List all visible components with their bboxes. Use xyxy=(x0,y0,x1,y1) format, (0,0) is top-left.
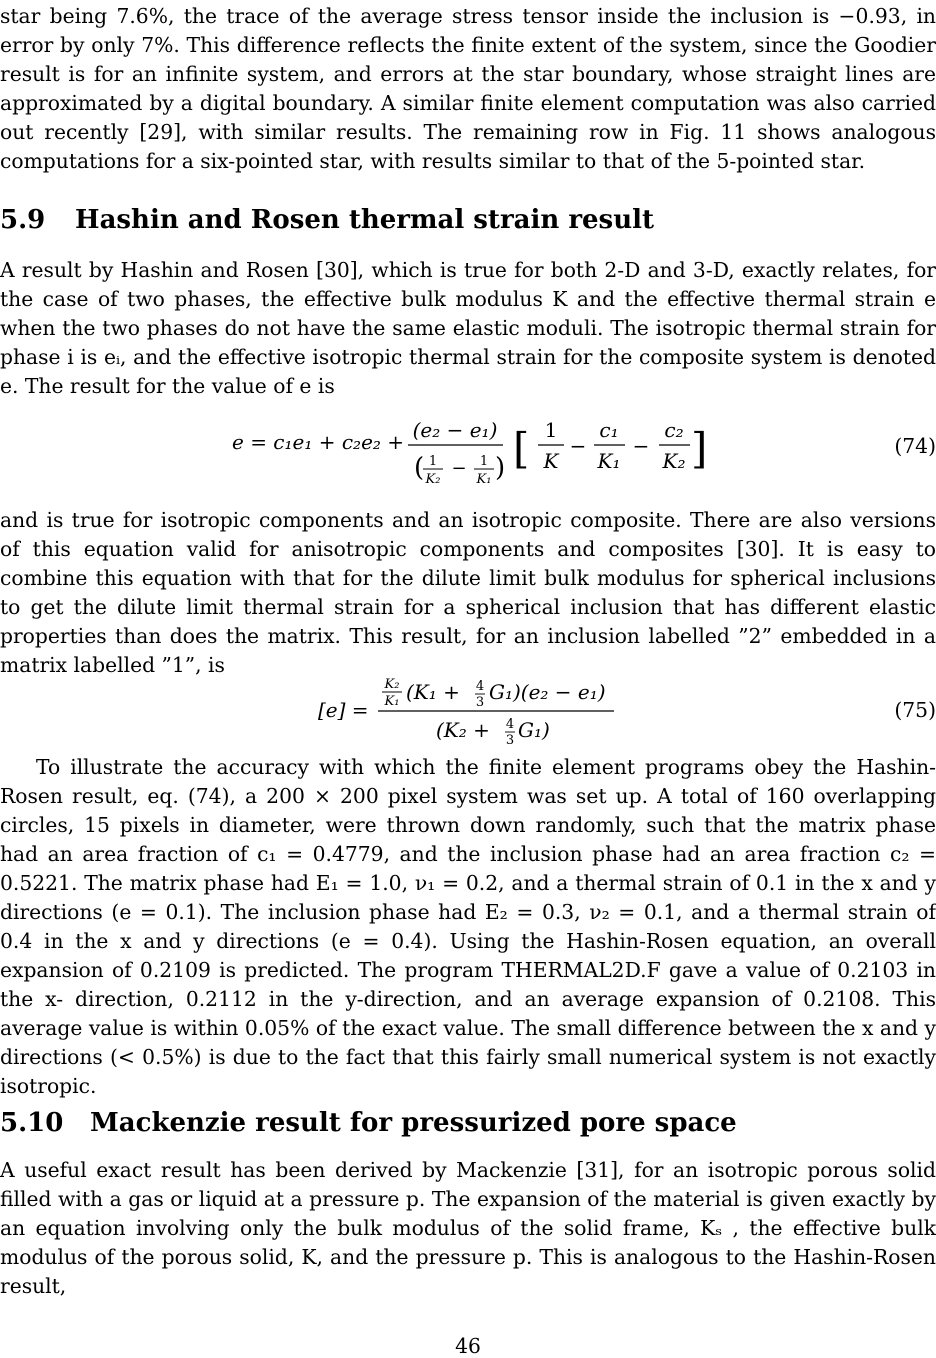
equation-74-formula xyxy=(225,408,936,492)
eq74-den-k1: K₁ xyxy=(476,472,492,487)
eq75-den-four: 4 xyxy=(505,717,515,732)
paragraph-illustration: To illustrate the accuracy with which the finite element programs obey the Hashin-Rosen result, eq. (74), a 200 × 200 pixel system was set up. A total of 160 overlapping circles, 15 pixels in diameter, were thrown down randomly, such that the matrix phase had an area fraction of c₁ = 0.4779, and the inclusion phase had an area fraction c₂ = 0.5221. The matrix phase had E₁ = 1.0, ν₁ = 0.2, and a thermal strain of 0.1 in the x and y directions (e = 0.1). The inclusion phase had E₂ = 0.3, ν₂ = 0.1, and a thermal strain of 0.4 in the x and y directions (e = 0.4). Using the Hashin-Rosen equation, an overall expansion of 0.2109 is predicted. The program THERMAL2D.F gave a value of 0.2103 in the x- direction, 0.2112 in the y-direction, and an average expansion of 0.2108. This average value is within 0.05% of the exact value. The small difference between the x and y directions (< 0.5%) is due to the fact that this fairly small numerical system is not exactly isotropic. xyxy=(0,755,936,1098)
eq75-num-rest-a: (K₁ + xyxy=(406,680,460,704)
eq74-term1-num: 1 xyxy=(544,418,558,442)
section-heading-5-10 xyxy=(0,1108,737,1138)
eq75-den-b: G₁) xyxy=(518,718,550,742)
equation-75-formula xyxy=(318,672,638,750)
eq74-minus-a: − xyxy=(569,434,587,458)
eq74-bracket-open: [ xyxy=(513,424,530,473)
eq74-den-close-paren: ) xyxy=(495,453,506,483)
paragraph-mackenzie: A useful exact result has been derived by Mackenzie [31], for an isotropic porous solid filled with a gas or liquid at a pressure p. The expansion of the material is given exactly by an equation involving only the bulk modulus of the solid frame, Kₛ , the effective bulk modulus of the porous solid, K, and the pressure p. This is analogous to the Hashin-Rosen result, xyxy=(0,1158,936,1298)
page-number: 46 xyxy=(455,1334,481,1358)
eq74-numerator: (e₂ − e₁) xyxy=(412,418,498,442)
eq74-term2-den: K₁ xyxy=(597,449,621,473)
section-heading-5-9 xyxy=(0,205,654,235)
eq74-term3-num: c₂ xyxy=(664,418,684,442)
eq74-minus-b: − xyxy=(632,434,650,458)
eq74-den-one-a: 1 xyxy=(428,454,438,469)
paragraph-star-trace: star being 7.6%, the trace of the average stress tensor inside the inclusion is −0.93, in error by only 7%. This difference reflects the finite extent of the system, since the Goodier result is for an infinite system, and errors at the star boundary, whose straight lines are approximated by a digital boundary. A similar finite element computation was also carried out recently [29], with similar results. The remaining row in Fig. 11 shows analogous computations for a six-pointed star, with results similar to that of the 5-pointed star. xyxy=(0,4,936,173)
eq74-term3-den: K₂ xyxy=(662,449,686,473)
equation-74 xyxy=(0,408,936,492)
eq74-bracket-close: ] xyxy=(691,424,708,473)
eq75-num-four: 4 xyxy=(475,679,485,694)
eq75-lhs: [e] = xyxy=(318,698,369,722)
eq75-num-k2: K₂ xyxy=(384,677,400,692)
paragraph-hashin-rosen-intro: A result by Hashin and Rosen [30], which is true for both 2-D and 3-D, exactly relates, for the case of two phases, the effective bulk modulus K and the effective thermal strain e when the two phases do not have the same elastic moduli. The isotropic thermal strain for phase i is eᵢ, and the effective isotropic thermal strain for the composite system is denoted e. The result for the value of e is xyxy=(0,258,936,398)
equation-74-number: (74) xyxy=(894,434,936,458)
eq74-term2-num: c₁ xyxy=(599,418,619,442)
eq74-term1-den: K xyxy=(543,449,559,473)
section-number: 5.10 xyxy=(0,1108,64,1138)
eq74-den-open-paren: ( xyxy=(414,453,425,483)
section-title: Hashin and Rosen thermal strain result xyxy=(75,205,654,235)
eq74-den-k2: K₂ xyxy=(425,472,441,487)
eq75-num-k1: K₁ xyxy=(384,694,400,709)
equation-75 xyxy=(0,672,936,750)
eq74-lhs: e = c₁e₁ + c₂e₂ + xyxy=(232,430,405,454)
section-title: Mackenzie result for pressurized pore space xyxy=(90,1108,737,1138)
section-number: 5.9 xyxy=(0,205,46,235)
paragraph-isotropic-components: and is true for isotropic components and an isotropic composite. There are also versions of this equation valid for anisotropic components and composites [30]. It is easy to combine this equation with that for the dilute limit bulk modulus for spherical inclusions to get the dilute limit thermal strain for a spherical inclusion that has different elastic properties than does the matrix. This result, for an inclusion labelled ”2” embedded in a matrix labelled ”1”, is xyxy=(0,508,936,677)
eq75-den-three: 3 xyxy=(505,733,515,748)
eq74-den-one-b: 1 xyxy=(479,454,489,469)
equation-75-number: (75) xyxy=(894,698,936,722)
eq74-den-minus: − xyxy=(451,458,467,479)
eq75-num-three: 3 xyxy=(475,695,485,710)
eq75-den-a: (K₂ + xyxy=(436,718,490,742)
eq75-num-rest-b: G₁)(e₂ − e₁) xyxy=(489,680,606,704)
